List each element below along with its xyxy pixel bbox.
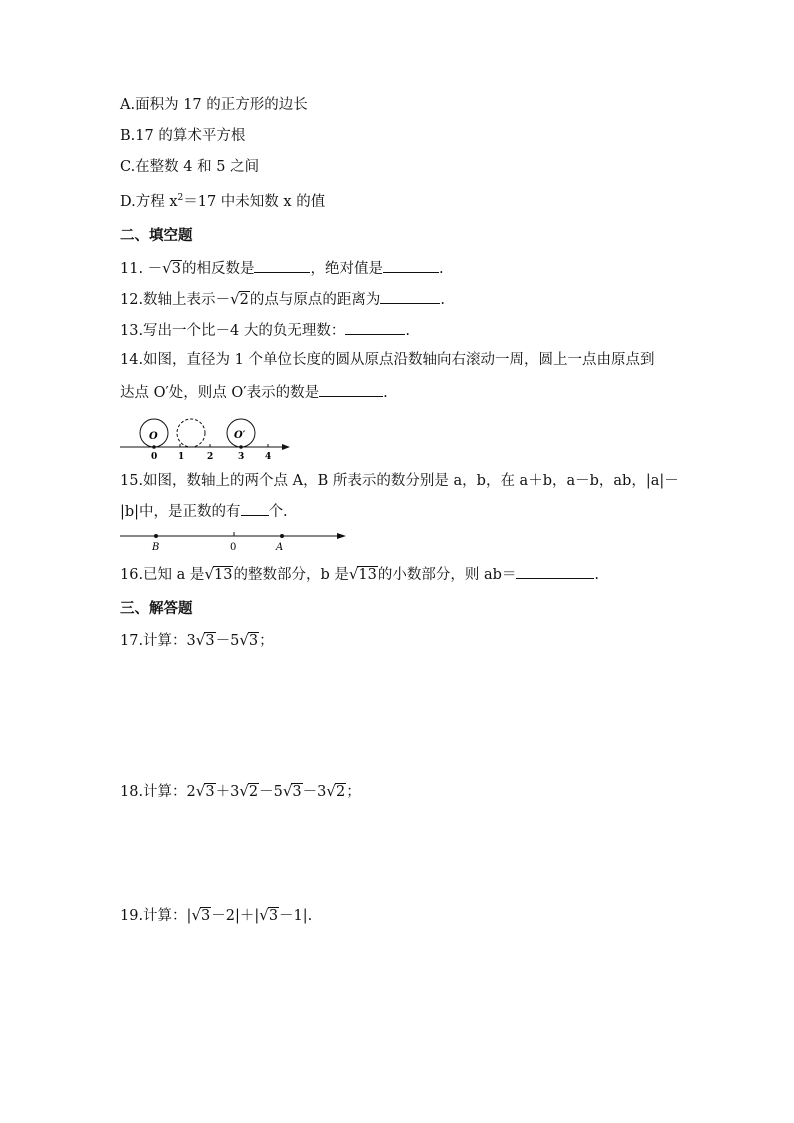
q17-radical-1: √3 [195, 631, 215, 649]
question-14-line-2 [120, 382, 388, 402]
question-13 [120, 320, 410, 340]
q17-radical-2: √3 [239, 631, 259, 649]
q12-prefix: 12.数轴上表示－ [120, 292, 231, 308]
q14-tick-label-2: 2 [207, 452, 214, 462]
q11-number: 11. [120, 261, 144, 277]
option-d-exponent: 2 [177, 193, 184, 203]
q13-answer-blank[interactable] [345, 320, 405, 335]
q18-radical-3: √3 [282, 782, 302, 800]
option-a: A.面积为 17 的正方形的边长 [120, 97, 308, 113]
option-d [120, 189, 325, 211]
q14-text: 达点 O′处，则点 O′表示的数是 [120, 385, 320, 401]
q13-end: . [405, 323, 411, 339]
q16-radical-2: √13 [348, 565, 377, 583]
q14-label-oprime: O′ [234, 430, 246, 441]
q18-radical-2: √2 [239, 782, 259, 800]
q14-end: . [383, 385, 388, 401]
q19-text-1: －2|＋| [211, 908, 260, 924]
q17-operator: －5 [215, 633, 240, 649]
q15-text: |b|中，是正数的有 [120, 504, 241, 520]
q11-text-2: ，绝对值是 [310, 261, 383, 277]
q15-number-line-figure [118, 528, 352, 554]
q11-neg-sign: － [147, 261, 163, 277]
q16-answer-blank[interactable] [516, 564, 594, 579]
q11-answer-blank-1[interactable] [254, 258, 310, 273]
q16-prefix: 16.已知 a 是 [120, 567, 205, 583]
q14-label-o: O [149, 431, 158, 442]
q11-radical: √3 [162, 259, 181, 277]
q16-radical-1: √13 [204, 565, 233, 583]
q19-text-2: －1|. [279, 908, 313, 924]
q15-end: 个. [268, 504, 288, 520]
q14-tick-label-3: 3 [238, 452, 245, 462]
q11-end: . [438, 261, 444, 277]
q18-operator-3: －3 [302, 784, 327, 800]
question-15-line-1: 15.如图，数轴上的两个点 A，B 所表示的数分别是 a，b，在 a＋b，a－b，ab，|a|－ [120, 473, 679, 489]
q14-point-oprime [239, 445, 243, 449]
question-12 [120, 289, 445, 309]
q14-tick-label-0: 0 [151, 452, 158, 462]
question-17 [120, 631, 274, 650]
q18-prefix: 18.计算：2 [120, 784, 196, 800]
q15-label-b: B [152, 542, 160, 553]
q17-prefix: 17.计算：3 [120, 633, 196, 649]
question-19 [120, 906, 312, 925]
q15-point-b [154, 534, 158, 538]
q14-circle-dashed [177, 419, 205, 447]
section-answer-title: 三、解答题 [120, 601, 193, 617]
option-b: B.17 的算术平方根 [120, 128, 246, 144]
q14-point-origin [152, 445, 156, 449]
q12-radical: √2 [230, 290, 249, 308]
q12-answer-blank[interactable] [380, 289, 440, 304]
q15-point-a [280, 534, 284, 538]
q18-operator-1: ＋3 [215, 784, 240, 800]
q15-axis-arrow [337, 533, 346, 539]
q19-prefix: 19.计算：| [120, 908, 192, 924]
section-fill-in-title: 二、填空题 [120, 228, 193, 244]
q11-answer-blank-2[interactable] [383, 258, 439, 273]
q19-radical-1: √3 [191, 906, 211, 924]
q14-axis-arrow [282, 444, 290, 450]
q16-text-2: 的小数部分，则 ab＝ [377, 567, 517, 583]
q18-radical-4: √2 [326, 782, 346, 800]
q17-end: ； [259, 633, 274, 649]
q12-text: 的点与原点的距离为 [249, 292, 381, 308]
q18-end: ； [346, 784, 361, 800]
question-16 [120, 564, 599, 584]
q15-label-0: 0 [230, 542, 237, 553]
option-d-suffix: ＝17 中未知数 x 的值 [183, 193, 326, 210]
question-14-line-1: 14.如图，直径为 1 个单位长度的圆从原点沿数轴向右滚动一周，圆上一点由原点到 [120, 352, 655, 368]
q14-tick-label-4: 4 [265, 452, 272, 462]
q14-answer-blank[interactable] [319, 382, 383, 397]
question-11 [120, 258, 444, 278]
q12-end: . [440, 292, 445, 308]
question-18 [120, 782, 361, 801]
option-c: C.在整数 4 和 5 之间 [120, 159, 260, 175]
q15-answer-blank[interactable] [241, 501, 269, 516]
q14-tick-label-1: 1 [178, 452, 185, 462]
q16-text-1: 的整数部分，b 是 [233, 567, 349, 583]
option-d-prefix: D.方程 x [120, 193, 178, 210]
q18-operator-2: －5 [259, 784, 283, 800]
q18-radical-1: √3 [195, 782, 215, 800]
q19-radical-2: √3 [259, 906, 279, 924]
q16-end: . [594, 567, 600, 583]
q14-number-line-figure [118, 412, 298, 462]
q15-label-a: A [276, 542, 284, 553]
q11-text-1: 的相反数是 [181, 261, 255, 277]
question-15-line-2 [120, 501, 288, 521]
q13-text: 13.写出一个比－4 大的负无理数： [120, 323, 346, 339]
